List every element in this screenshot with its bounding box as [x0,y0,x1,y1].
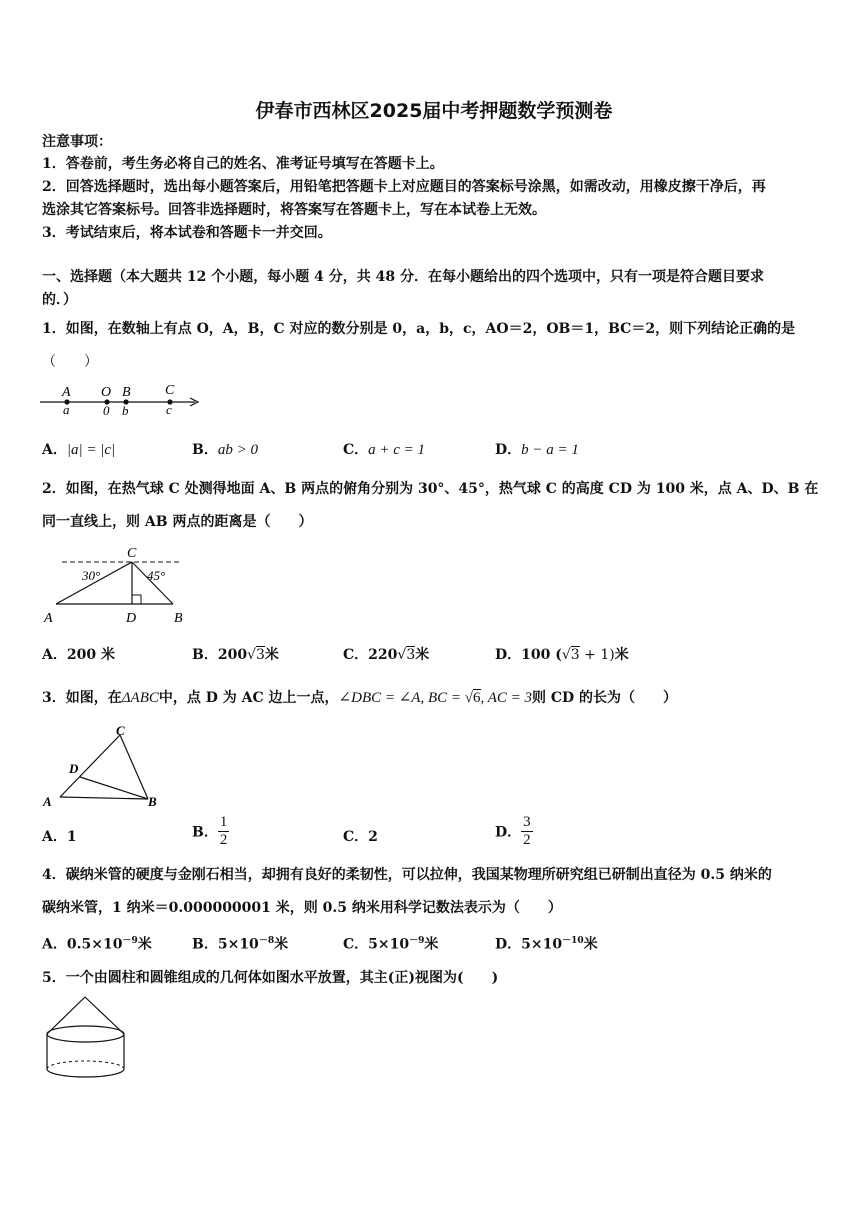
cone-right-edge [85,997,124,1034]
cylinder-bottom-back [47,1061,124,1069]
label-0: 0 [103,403,110,418]
cylinder-top-ellipse [47,1026,124,1042]
label-C: C [116,723,125,738]
question-4-text: 4．碳纳米管的硬度与金刚石相当，却拥有良好的柔韧性，可以拉伸，我国某物理所研究组已研制出直径为 0.5 纳米的 [42,867,772,883]
section-heading: 一、选择题（本大题共 12 个小题，每小题 4 分，共 48 分．在每小题给出的四个选项中，只有一项是符合题目要求 [42,269,764,285]
angle-30: 30° [82,568,101,583]
question-1-text: 1．如图，在数轴上有点 O，A，B，C 对应的数分别是 0，a，b，c，AO＝2，OB＝1，BC＝2，则下列结论正确的是 [42,321,796,337]
notice-item: 1．答卷前，考生务必将自己的姓名、准考证号填写在答题卡上。 [42,156,444,172]
q4-option-c[interactable]: C．$5\times 10^{-9}$米 [343,936,439,953]
line-db [80,777,148,799]
q4-option-d[interactable]: D．$5\times 10^{-10}$米 [495,936,598,953]
label-A: A [44,611,53,626]
question-1-blank: （ ） [42,354,98,370]
label-B: B [174,611,183,626]
q4-option-a[interactable]: A．$0.5\times 10^{-9}$米 [42,936,152,953]
cone-left-edge [47,997,85,1034]
q3-option-d[interactable]: D． $\frac{3}{2}$ [495,814,531,848]
q2-option-c[interactable]: C．220√3米 [343,647,430,663]
triangle-abc-figure [40,722,170,814]
line-ab [60,797,148,799]
label-D: D [69,761,79,776]
q2-option-b[interactable]: B．200√3米 [192,647,279,663]
notice-item: 2．回答选择题时，选出每小题答案后，用铅笔把答题卡上对应题目的答案标号涂黑，如需改动，用橡皮擦干净后，再 [42,179,766,195]
label-C: C [127,546,137,561]
cylinder-cone-figure [40,992,135,1082]
q3-option-b[interactable]: B． $\frac{1}{2}$ [192,814,228,848]
q1-option-b[interactable]: B．ab > 0 [192,442,258,458]
label-O: O [101,385,112,400]
question-2-text-cont: 同一直线上，则 AB 两点的距离是（ ） [42,514,313,530]
label-D: D [126,611,137,626]
number-line-figure [40,380,210,420]
notice-heading: 注意事项： [42,134,112,150]
line-cb [120,735,148,799]
q2-option-a[interactable]: A．200 米 [42,647,115,663]
question-2-text: 2．如图，在热气球 C 处测得地面 A、B 两点的俯角分别为 30°、45°，热气球 C 的高度 CD 为 100 米，点 A、D、B 在 [42,481,819,497]
notice-item: 3．考试结束后，将本试卷和答题卡一并交回。 [42,225,332,241]
label-B: B [148,794,157,809]
q3-option-c[interactable]: C．2 [343,829,378,845]
label-B: B [122,385,131,400]
section-heading-cont: 的．） [42,292,77,308]
question-3-text: 3．如图，在ΔABC中，点 D 为 AC 边上一点，∠DBC = ∠A, BC = √6, AC = 3则 CD 的长为（ ） [42,690,678,706]
right-angle-mark [132,595,141,604]
question-4-text-cont: 碳纳米管，1 纳米＝0.000000001 米，则 0.5 纳米用科学记数法表示为（ ） [42,900,562,916]
q4-option-b[interactable]: B．$5\times 10^{-8}$米 [192,936,289,953]
q1-option-a[interactable]: A．|a| = |c| [42,442,116,458]
label-C: C [165,383,175,398]
q2-option-d[interactable]: D．100 (√3 + 1)米 [495,647,629,663]
q3-option-a[interactable]: A．1 [42,829,77,845]
q1-option-c[interactable]: C．a + c = 1 [343,442,426,458]
notice-item: 选涂其它答案标号。回答非选择题时，将答案写在答题卡上，写在本试卷上无效。 [42,202,546,218]
q1-option-d[interactable]: D．b − a = 1 [495,442,579,458]
label-c: c [166,402,172,417]
label-a: a [63,402,70,417]
question-5-text: 5．一个由圆柱和圆锥组成的几何体如图水平放置，其主(正)视图为( ) [42,970,499,986]
cylinder-bottom-front [47,1069,124,1077]
label-A: A [43,794,52,809]
label-A: A [62,385,71,400]
page-title: 伊春市西林区2025届中考押题数学预测卷 [255,100,613,122]
balloon-angle-figure [40,542,200,627]
label-b: b [122,403,129,418]
angle-45: 45° [147,568,166,583]
